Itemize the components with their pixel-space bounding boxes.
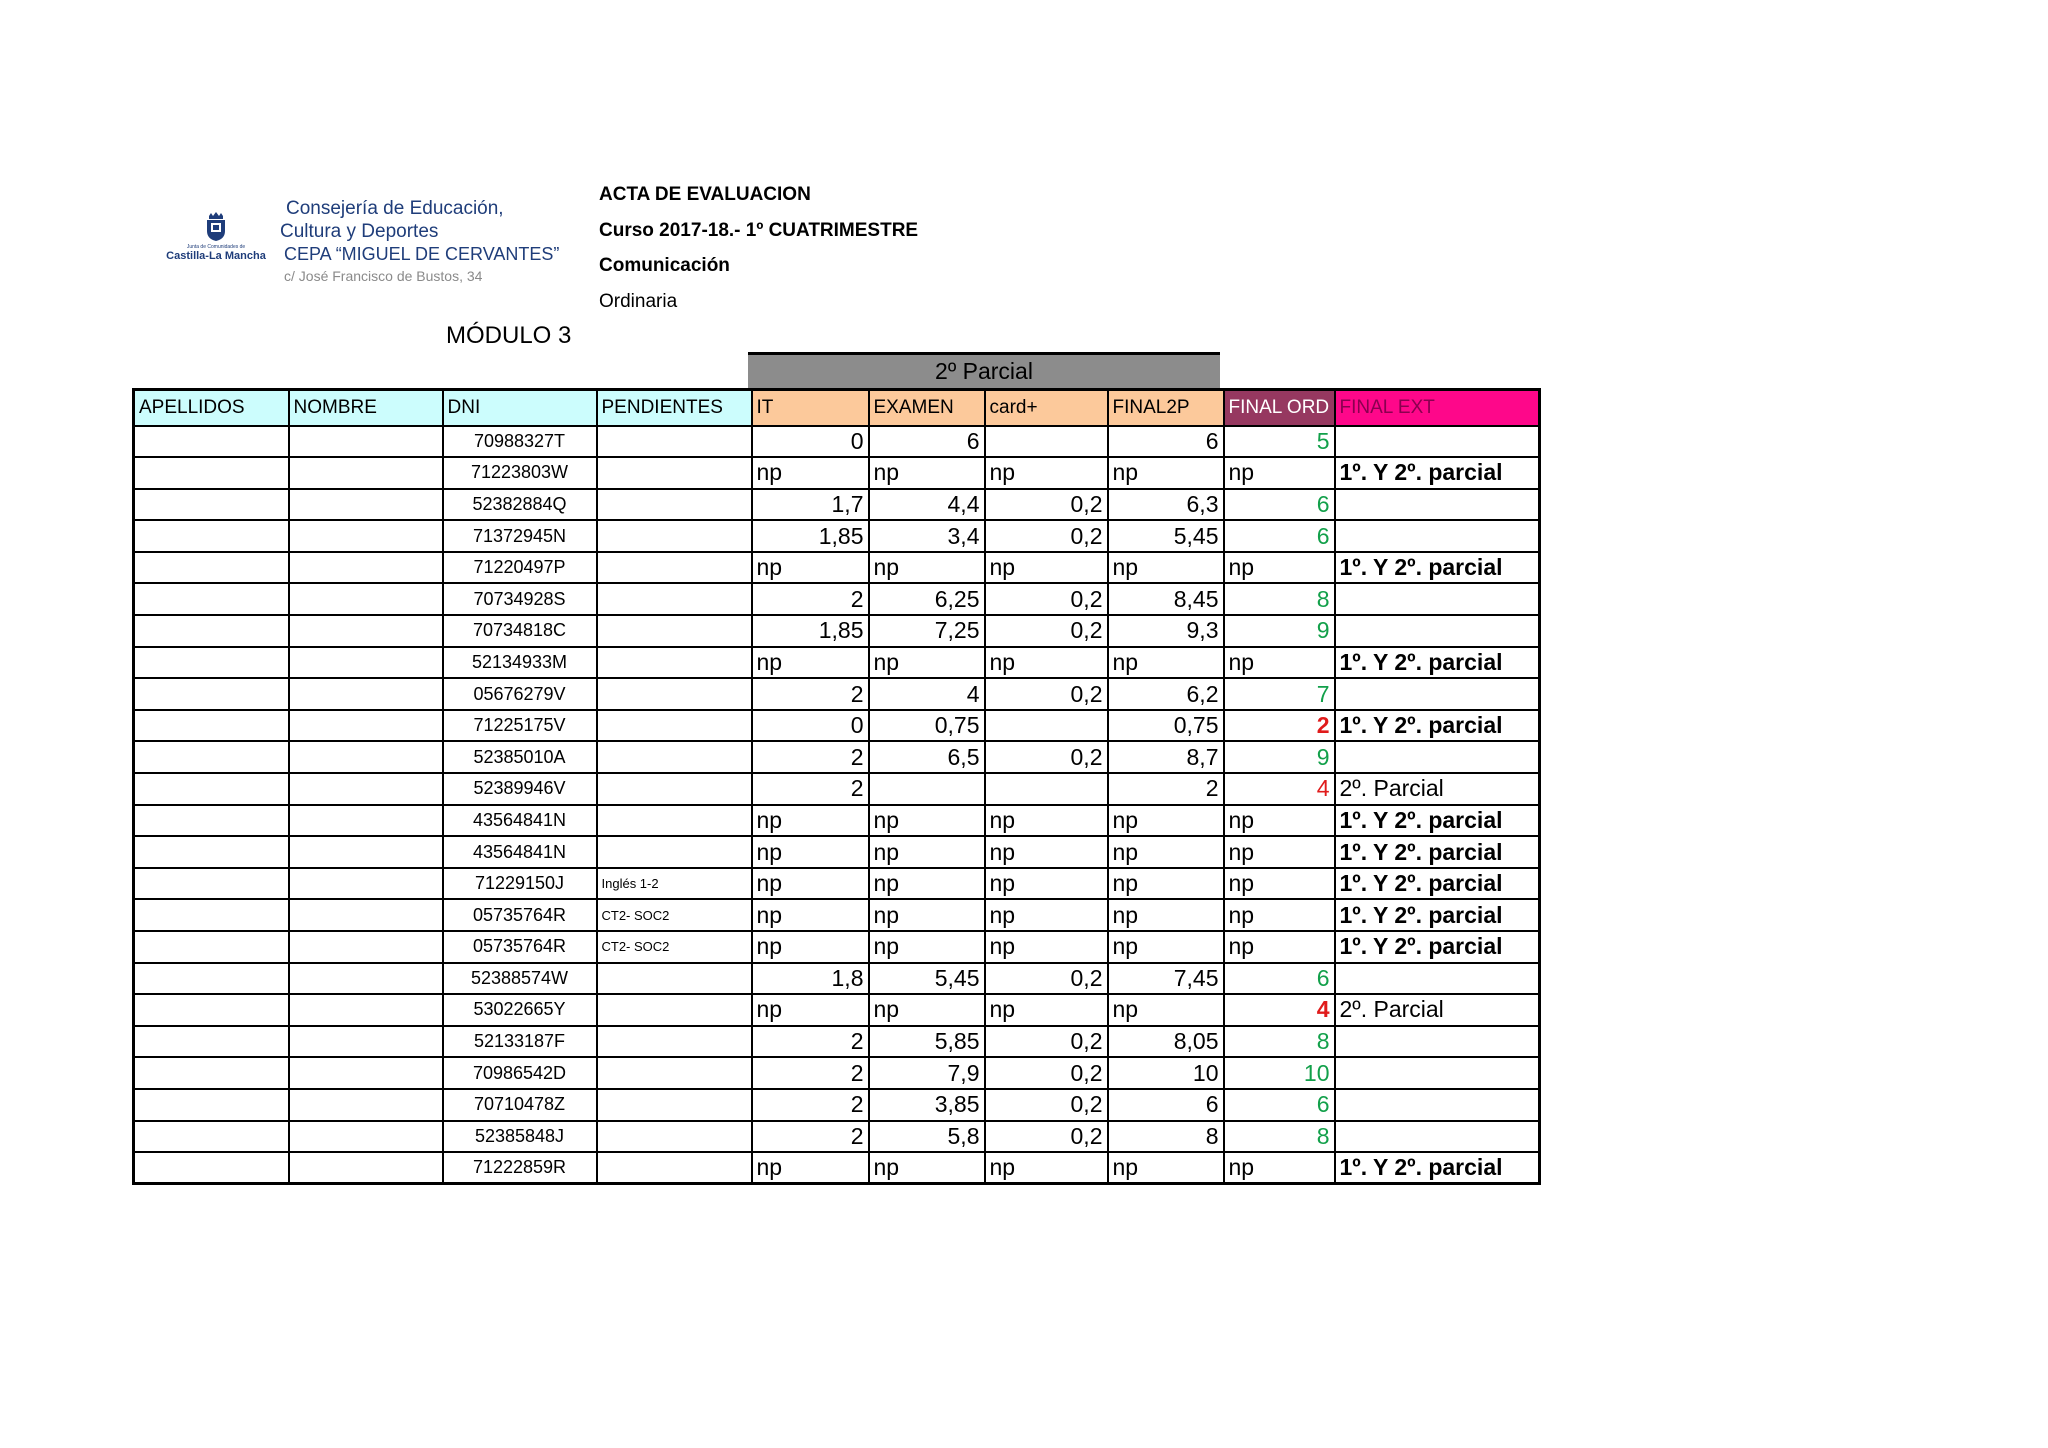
final-ord-cell: 4	[1224, 773, 1335, 805]
coat-of-arms-emblem	[160, 212, 272, 262]
dni-cell: 71225175V	[443, 710, 597, 742]
table-row	[134, 1152, 1540, 1184]
apellidos-cell	[134, 426, 289, 458]
it-cell: 2	[752, 1057, 869, 1089]
examen-cell	[869, 773, 985, 805]
final2p-cell: np	[1108, 868, 1224, 900]
nombre-cell	[289, 868, 443, 900]
it-cell: np	[752, 899, 869, 931]
nombre-cell	[289, 963, 443, 995]
pendientes-cell	[597, 1121, 752, 1153]
final-ord-cell: np	[1224, 836, 1335, 868]
it-cell: 0	[752, 426, 869, 458]
pendientes-cell	[597, 615, 752, 647]
pendientes-cell	[597, 741, 752, 773]
subject-line: Comunicación	[599, 255, 730, 276]
final-ext-cell: 1º. Y 2º. parcial	[1335, 805, 1540, 837]
examen-cell: 6,25	[869, 583, 985, 615]
pendientes-cell	[597, 1089, 752, 1121]
nombre-cell	[289, 836, 443, 868]
nombre-cell	[289, 647, 443, 679]
examen-cell: 4,4	[869, 489, 985, 521]
nombre-cell	[289, 678, 443, 710]
final-ord-cell: np	[1224, 647, 1335, 679]
final-ext-cell	[1335, 1121, 1540, 1153]
final2p-cell: 8,7	[1108, 741, 1224, 773]
card-cell: np	[985, 647, 1108, 679]
table-row	[134, 1026, 1540, 1058]
pendientes-cell	[597, 457, 752, 489]
final-ext-cell	[1335, 615, 1540, 647]
final-ext-cell: 2º. Parcial	[1335, 773, 1540, 805]
table-row	[134, 647, 1540, 679]
dni-cell: 71372945N	[443, 520, 597, 552]
card-cell: np	[985, 899, 1108, 931]
final-ord-cell: np	[1224, 899, 1335, 931]
final2p-cell: 9,3	[1108, 615, 1224, 647]
dni-cell: 71229150J	[443, 868, 597, 900]
examen-cell: np	[869, 994, 985, 1026]
dni-cell: 70988327T	[443, 426, 597, 458]
apellidos-cell	[134, 647, 289, 679]
final-ext-cell	[1335, 963, 1540, 995]
dni-cell: 43564841N	[443, 805, 597, 837]
convocatoria-line: Ordinaria	[599, 291, 678, 312]
apellidos-cell	[134, 868, 289, 900]
final2p-cell: np	[1108, 836, 1224, 868]
card-cell: 0,2	[985, 1026, 1108, 1058]
card-cell	[985, 773, 1108, 805]
nombre-cell	[289, 899, 443, 931]
course-line: Curso 2017-18.- 1º CUATRIMESTRE	[599, 220, 919, 241]
nombre-cell	[289, 741, 443, 773]
col-dni: DNI	[443, 390, 597, 426]
pendientes-cell	[597, 805, 752, 837]
table-row	[134, 710, 1540, 742]
final-ord-cell: 4	[1224, 994, 1335, 1026]
apellidos-cell	[134, 773, 289, 805]
final-ord-cell: 8	[1224, 583, 1335, 615]
final-ext-cell: 1º. Y 2º. parcial	[1335, 836, 1540, 868]
institution-logo	[160, 198, 600, 298]
final-ord-cell: 7	[1224, 678, 1335, 710]
col-card: card+	[985, 390, 1108, 426]
pendientes-cell: Inglés 1-2	[597, 868, 752, 900]
dni-cell: 52385848J	[443, 1121, 597, 1153]
emblem-region: Castilla-La Mancha	[166, 250, 266, 262]
final-ord-cell: 8	[1224, 1026, 1335, 1058]
card-cell: np	[985, 994, 1108, 1026]
apellidos-cell	[134, 1057, 289, 1089]
it-cell: np	[752, 868, 869, 900]
pendientes-cell	[597, 583, 752, 615]
final-ext-cell: 1º. Y 2º. parcial	[1335, 457, 1540, 489]
apellidos-cell	[134, 457, 289, 489]
final2p-cell: 10	[1108, 1057, 1224, 1089]
final2p-cell: 6,2	[1108, 678, 1224, 710]
nombre-cell	[289, 710, 443, 742]
final-ext-cell	[1335, 1026, 1540, 1058]
dni-cell: 71220497P	[443, 552, 597, 584]
examen-cell: 5,8	[869, 1121, 985, 1153]
col-apellidos: APELLIDOS	[134, 390, 289, 426]
table-row	[134, 836, 1540, 868]
pendientes-cell	[597, 963, 752, 995]
final-ord-cell: np	[1224, 931, 1335, 963]
nombre-cell	[289, 1089, 443, 1121]
final-ext-cell: 2º. Parcial	[1335, 994, 1540, 1026]
pendientes-cell: CT2- SOC2	[597, 899, 752, 931]
final-ext-cell	[1335, 678, 1540, 710]
apellidos-cell	[134, 678, 289, 710]
pendientes-cell	[597, 836, 752, 868]
final2p-cell: np	[1108, 1152, 1224, 1184]
col-it: IT	[752, 390, 869, 426]
pendientes-cell	[597, 1026, 752, 1058]
pendientes-cell	[597, 678, 752, 710]
final-ord-cell: 8	[1224, 1121, 1335, 1153]
final2p-cell: 7,45	[1108, 963, 1224, 995]
dni-cell: 05735764R	[443, 899, 597, 931]
final-ord-cell: np	[1224, 457, 1335, 489]
examen-cell: np	[869, 868, 985, 900]
final-ext-cell: 1º. Y 2º. parcial	[1335, 552, 1540, 584]
apellidos-cell	[134, 805, 289, 837]
final2p-cell: np	[1108, 994, 1224, 1026]
apellidos-cell	[134, 836, 289, 868]
nombre-cell	[289, 1152, 443, 1184]
examen-cell: np	[869, 457, 985, 489]
document-title: ACTA DE EVALUACION	[599, 184, 811, 205]
dni-cell: 70710478Z	[443, 1089, 597, 1121]
apellidos-cell	[134, 1121, 289, 1153]
col-pendientes: PENDIENTES	[597, 390, 752, 426]
card-cell: np	[985, 931, 1108, 963]
grades-table	[132, 388, 1541, 1185]
dni-cell: 71223803W	[443, 457, 597, 489]
apellidos-cell	[134, 583, 289, 615]
nombre-cell	[289, 615, 443, 647]
pendientes-cell	[597, 710, 752, 742]
card-cell: 0,2	[985, 1089, 1108, 1121]
examen-cell: np	[869, 552, 985, 584]
it-cell: np	[752, 647, 869, 679]
partial-group-header	[748, 352, 1220, 388]
pendientes-cell	[597, 773, 752, 805]
pendientes-cell	[597, 994, 752, 1026]
examen-cell: np	[869, 647, 985, 679]
pendientes-cell	[597, 552, 752, 584]
examen-cell: np	[869, 931, 985, 963]
apellidos-cell	[134, 615, 289, 647]
card-cell: np	[985, 457, 1108, 489]
table-row	[134, 615, 1540, 647]
final-ord-cell: 6	[1224, 489, 1335, 521]
table-header-row	[134, 390, 1540, 426]
nombre-cell	[289, 457, 443, 489]
nombre-cell	[289, 1121, 443, 1153]
nombre-cell	[289, 426, 443, 458]
grades-body	[134, 426, 1540, 1184]
table-row	[134, 963, 1540, 995]
dni-cell: 70734928S	[443, 583, 597, 615]
it-cell: np	[752, 552, 869, 584]
final-ext-cell: 1º. Y 2º. parcial	[1335, 710, 1540, 742]
pendientes-cell	[597, 426, 752, 458]
final-ord-cell: np	[1224, 1152, 1335, 1184]
pendientes-cell	[597, 1152, 752, 1184]
it-cell: np	[752, 836, 869, 868]
card-cell: 0,2	[985, 520, 1108, 552]
apellidos-cell	[134, 931, 289, 963]
apellidos-cell	[134, 994, 289, 1026]
card-cell: 0,2	[985, 678, 1108, 710]
nombre-cell	[289, 931, 443, 963]
partial-group-label: 2º Parcial	[935, 358, 1033, 384]
pendientes-cell	[597, 489, 752, 521]
it-cell: np	[752, 931, 869, 963]
card-cell: 0,2	[985, 583, 1108, 615]
it-cell: 2	[752, 1089, 869, 1121]
examen-cell: 4	[869, 678, 985, 710]
final2p-cell: 8	[1108, 1121, 1224, 1153]
it-cell: np	[752, 805, 869, 837]
nombre-cell	[289, 520, 443, 552]
dni-cell: 52134933M	[443, 647, 597, 679]
apellidos-cell	[134, 1089, 289, 1121]
table-row	[134, 868, 1540, 900]
col-final-ord: FINAL ORD	[1224, 390, 1335, 426]
final-ext-cell: 1º. Y 2º. parcial	[1335, 1152, 1540, 1184]
nombre-cell	[289, 1057, 443, 1089]
table-row	[134, 931, 1540, 963]
table-row	[134, 805, 1540, 837]
final-ext-cell: 1º. Y 2º. parcial	[1335, 647, 1540, 679]
examen-cell: 7,25	[869, 615, 985, 647]
final2p-cell: np	[1108, 457, 1224, 489]
final-ord-cell: np	[1224, 868, 1335, 900]
apellidos-cell	[134, 741, 289, 773]
final2p-cell: 8,45	[1108, 583, 1224, 615]
examen-cell: np	[869, 1152, 985, 1184]
nombre-cell	[289, 805, 443, 837]
it-cell: 1,85	[752, 615, 869, 647]
table-row	[134, 994, 1540, 1026]
table-row	[134, 678, 1540, 710]
table-row	[134, 489, 1540, 521]
nombre-cell	[289, 552, 443, 584]
dni-cell: 70734818C	[443, 615, 597, 647]
card-cell: 0,2	[985, 741, 1108, 773]
module-label: MÓDULO 3	[446, 322, 572, 349]
table-row	[134, 741, 1540, 773]
final-ord-cell: np	[1224, 805, 1335, 837]
final2p-cell: np	[1108, 899, 1224, 931]
examen-cell: 6,5	[869, 741, 985, 773]
examen-cell: np	[869, 805, 985, 837]
final-ord-cell: 5	[1224, 426, 1335, 458]
final-ext-cell	[1335, 489, 1540, 521]
org-line-3: CEPA “MIGUEL DE CERVANTES”	[284, 244, 560, 264]
final2p-cell: np	[1108, 647, 1224, 679]
org-line-1: Consejería de Educación,	[286, 198, 504, 219]
table-row	[134, 1121, 1540, 1153]
it-cell: 2	[752, 1121, 869, 1153]
final2p-cell: 2	[1108, 773, 1224, 805]
it-cell: 1,7	[752, 489, 869, 521]
card-cell	[985, 710, 1108, 742]
final-ext-cell	[1335, 426, 1540, 458]
examen-cell: 3,85	[869, 1089, 985, 1121]
examen-cell: 7,9	[869, 1057, 985, 1089]
pendientes-cell	[597, 647, 752, 679]
it-cell: 2	[752, 678, 869, 710]
dni-cell: 52382884Q	[443, 489, 597, 521]
table-row	[134, 583, 1540, 615]
table-row	[134, 426, 1540, 458]
dni-cell: 05676279V	[443, 678, 597, 710]
table-row	[134, 552, 1540, 584]
col-examen: EXAMEN	[869, 390, 985, 426]
col-nombre: NOMBRE	[289, 390, 443, 426]
card-cell	[985, 426, 1108, 458]
final-ord-cell: 10	[1224, 1057, 1335, 1089]
table-row	[134, 520, 1540, 552]
pendientes-cell	[597, 520, 752, 552]
final2p-cell: 5,45	[1108, 520, 1224, 552]
nombre-cell	[289, 994, 443, 1026]
col-final2p: FINAL2P	[1108, 390, 1224, 426]
apellidos-cell	[134, 963, 289, 995]
card-cell: 0,2	[985, 1121, 1108, 1153]
final-ord-cell: 6	[1224, 1089, 1335, 1121]
dni-cell: 70986542D	[443, 1057, 597, 1089]
final-ext-cell	[1335, 1057, 1540, 1089]
apellidos-cell	[134, 1026, 289, 1058]
card-cell: 0,2	[985, 615, 1108, 647]
card-cell: np	[985, 836, 1108, 868]
examen-cell: 3,4	[869, 520, 985, 552]
final-ext-cell	[1335, 583, 1540, 615]
final-ext-cell: 1º. Y 2º. parcial	[1335, 868, 1540, 900]
final2p-cell: np	[1108, 805, 1224, 837]
col-final-ext: FINAL EXT	[1335, 390, 1540, 426]
it-cell: np	[752, 994, 869, 1026]
it-cell: 2	[752, 1026, 869, 1058]
pendientes-cell	[597, 1057, 752, 1089]
dni-cell: 71222859R	[443, 1152, 597, 1184]
table-row	[134, 1057, 1540, 1089]
emblem-caption: Junta de Comunidades de	[186, 244, 246, 250]
org-line-2: Cultura y Deportes	[280, 221, 439, 242]
card-cell: 0,2	[985, 489, 1108, 521]
card-cell: np	[985, 805, 1108, 837]
final-ext-cell	[1335, 1089, 1540, 1121]
it-cell: 2	[752, 583, 869, 615]
table-row	[134, 773, 1540, 805]
apellidos-cell	[134, 1152, 289, 1184]
final-ord-cell: 6	[1224, 520, 1335, 552]
final-ord-cell: 6	[1224, 963, 1335, 995]
it-cell: np	[752, 457, 869, 489]
nombre-cell	[289, 773, 443, 805]
apellidos-cell	[134, 899, 289, 931]
final-ext-cell	[1335, 520, 1540, 552]
it-cell: 1,8	[752, 963, 869, 995]
card-cell: np	[985, 868, 1108, 900]
apellidos-cell	[134, 710, 289, 742]
final-ord-cell: 9	[1224, 615, 1335, 647]
final-ord-cell: 9	[1224, 741, 1335, 773]
it-cell: 2	[752, 741, 869, 773]
final2p-cell: 6	[1108, 426, 1224, 458]
card-cell: np	[985, 1152, 1108, 1184]
final-ext-cell: 1º. Y 2º. parcial	[1335, 899, 1540, 931]
card-cell: 0,2	[985, 963, 1108, 995]
final-ord-cell: 2	[1224, 710, 1335, 742]
table-row	[134, 457, 1540, 489]
it-cell: 2	[752, 773, 869, 805]
it-cell: np	[752, 1152, 869, 1184]
table-row	[134, 1089, 1540, 1121]
nombre-cell	[289, 1026, 443, 1058]
examen-cell: 0,75	[869, 710, 985, 742]
final-ord-cell: np	[1224, 552, 1335, 584]
dni-cell: 43564841N	[443, 836, 597, 868]
dni-cell: 52389946V	[443, 773, 597, 805]
coat-of-arms-icon	[203, 212, 229, 242]
nombre-cell	[289, 489, 443, 521]
org-address: c/ José Francisco de Bustos, 34	[284, 268, 483, 284]
dni-cell: 52133187F	[443, 1026, 597, 1058]
final2p-cell: 8,05	[1108, 1026, 1224, 1058]
apellidos-cell	[134, 489, 289, 521]
examen-cell: np	[869, 836, 985, 868]
card-cell: 0,2	[985, 1057, 1108, 1089]
card-cell: np	[985, 552, 1108, 584]
examen-cell: np	[869, 899, 985, 931]
nombre-cell	[289, 583, 443, 615]
it-cell: 0	[752, 710, 869, 742]
final2p-cell: 6	[1108, 1089, 1224, 1121]
pendientes-cell: CT2- SOC2	[597, 931, 752, 963]
final2p-cell: np	[1108, 931, 1224, 963]
examen-cell: 5,45	[869, 963, 985, 995]
dni-cell: 53022665Y	[443, 994, 597, 1026]
dni-cell: 05735764R	[443, 931, 597, 963]
apellidos-cell	[134, 520, 289, 552]
final-ext-cell	[1335, 741, 1540, 773]
examen-cell: 6	[869, 426, 985, 458]
dni-cell: 52388574W	[443, 963, 597, 995]
final2p-cell: 6,3	[1108, 489, 1224, 521]
examen-cell: 5,85	[869, 1026, 985, 1058]
apellidos-cell	[134, 552, 289, 584]
final2p-cell: np	[1108, 552, 1224, 584]
final2p-cell: 0,75	[1108, 710, 1224, 742]
final-ext-cell: 1º. Y 2º. parcial	[1335, 931, 1540, 963]
table-row	[134, 899, 1540, 931]
dni-cell: 52385010A	[443, 741, 597, 773]
it-cell: 1,85	[752, 520, 869, 552]
